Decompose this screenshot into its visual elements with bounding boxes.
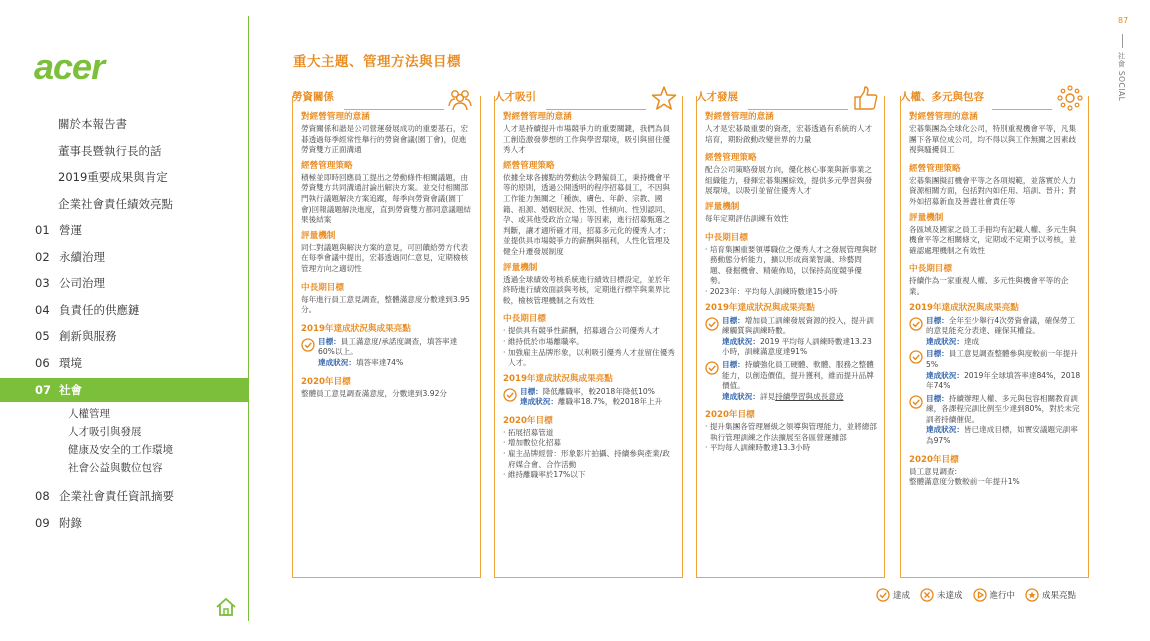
section-text: 宏碁集團為全球化公司，特別重視機會平等，凡集團下各單位成公司，均不得以與工作無關之因素歧視與騷擾員工	[909, 124, 1077, 155]
achieved-check-icon	[705, 361, 719, 375]
toc-item-appendix[interactable]: 09 附錄	[35, 515, 82, 530]
column-title: 人才發展	[696, 91, 738, 103]
section-text: 宏碁集團擬訂機會平等之各項規範，並落實於人力資源相關方面，包括對內如任用、培訓、晉升；對外如招募新血及善盡社會責任等	[909, 175, 1077, 206]
section-text: 勞資關係和諧是公司營運發展成功的重要基石，宏碁透過每季經常性舉行的勞資會議(園丁會)，促進勞資雙方正面溝通	[301, 124, 469, 155]
section-heading: 經營管理策略	[705, 153, 757, 164]
legend-not-achieved: 未達成	[920, 588, 963, 602]
toc-nav	[0, 111, 248, 536]
toc-item-operations[interactable]: 01 營運	[35, 223, 82, 238]
toc-item-environment[interactable]: 06 環境	[35, 355, 82, 370]
column-title: 勞資關係	[292, 91, 334, 103]
report-link[interactable]: 持續學習與成長意迹	[775, 391, 844, 401]
section-heading: 2020年目標	[909, 454, 959, 465]
achieved-check-icon	[705, 317, 719, 331]
in-progress-play-icon	[973, 588, 987, 602]
column-talent-attraction	[494, 96, 683, 578]
section-label: 社會 SOCIAL	[1117, 52, 1126, 102]
toc-sub-human-rights[interactable]: 人權管理	[68, 407, 110, 420]
section-heading: 對經營管理的意涵	[909, 112, 978, 122]
column-title: 人權、多元與包容	[900, 91, 984, 103]
toc-sub-community[interactable]: 社會公益與數位包容	[68, 462, 163, 475]
achieved-check-icon	[909, 395, 923, 409]
section-heading: 中長期目標	[301, 282, 344, 293]
section-text: 同仁對議題與解決方案的意見，可回饋給勞方代表在每季會議中提出，宏碁透過同仁意見，定期檢核管理方向之適切性	[301, 242, 469, 273]
achieved-check-icon	[876, 588, 890, 602]
toc-item-achievements[interactable]: 2019重要成果與肯定	[58, 170, 168, 185]
toc-sub-health-safety[interactable]: 健康及安全的工作環境	[68, 443, 173, 456]
bullet-item: · 雇主品牌經營：形象影片拍攝、持續參與產業/政府媒合會、合作活動	[503, 449, 670, 469]
bullet-item: · 加強雇主品牌形象，以利吸引優秀人才並留住優秀人才。	[503, 347, 675, 368]
section-heading: 2020年目標	[705, 410, 755, 421]
section-text: 每年進行員工意見調查，整體滿意度分數達到3.95分。	[301, 294, 470, 315]
section-text: 各區域及國家之員工手冊均有記載人權、多元生與機會平等之相關條文，定期或不定期予以考核，並確認處理機制之有效性	[909, 224, 1077, 255]
goal-item: 目標：員工滿意度/承諾度調查，填答率達60%以上。 達成狀況：填答率達74%	[301, 337, 473, 369]
section-text: 每年定期評估訓練有效性	[705, 213, 789, 223]
section-text: 透過全球績效考核系統進行績效目標設定，並於年終時進行績效面談與考核，定期進行標竿與業界比較，檢核管理機制之有效性	[503, 274, 671, 305]
achieved-check-icon	[909, 350, 923, 364]
page-number: 87	[1118, 16, 1129, 25]
section-heading: 2019年達成狀況與成果亮點	[301, 323, 411, 334]
achieved-check-icon	[301, 338, 315, 352]
section-heading: 對經營管理的意涵	[705, 112, 774, 122]
section-text: 整體員工意見調查滿意度，分數達到3.92分	[301, 388, 447, 398]
section-heading: 評量機制	[301, 230, 336, 241]
section-text: 人才是持續提升市場競爭力的重要關鍵，我們為員工創造激發夢想的工作與學習環境，吸引與留住優秀人才	[503, 124, 671, 155]
column-human-rights-diversity	[900, 96, 1089, 578]
section-heading: 中長期目標	[705, 232, 748, 243]
bullet-item: · 提升集團各管理層級之領導與管理能力，並將總部執行管理訓練之作法擴展至各區營運據部	[705, 422, 877, 442]
section-heading: 2020年目標	[503, 415, 553, 426]
bullet-item: · 拓展招募管道	[503, 427, 554, 437]
column-talent-development	[696, 96, 885, 578]
toc-item-innovation[interactable]: 05 創新與服務	[35, 329, 117, 344]
legend-highlight: 成果亮點	[1025, 588, 1076, 602]
sidebar-divider	[248, 16, 249, 621]
section-heading: 評量機制	[503, 262, 538, 273]
section-heading: 中長期目標	[503, 314, 546, 325]
status-legend	[876, 588, 1086, 602]
section-heading: 2019年達成狀況與成果亮點	[705, 302, 815, 313]
toc-item-social-active[interactable]: 07 社會	[0, 378, 248, 402]
toc-subnav-social	[0, 404, 248, 477]
bullet-item: · 培育集團重要領導職位之優秀人才之發展管理與財務動態分析能力，擴以形成商業智識、珍藝問題、發掘機會、精確佈局，以保持高度競爭優勢。	[705, 244, 877, 286]
section-text: 持續作為一家重視人權、多元性與機會平等的企業。	[909, 276, 1069, 296]
achieved-check-icon	[503, 388, 517, 402]
toc-item-highlights[interactable]: 企業社會責任績效亮點	[58, 196, 173, 211]
goal-item: 目標：降低離職率，較2018年降低10% 達成狀況：離職率18.7%，較2018年上升	[503, 387, 675, 408]
bullet-item: · 2023年：平均每人訓練時數達15小時	[705, 286, 838, 296]
section-heading: 2020年目標	[301, 376, 351, 387]
goal-item: 目標：持續強化員工硬體、軟體、服務之整體能力，以創造價值，提升獲利，維而提升品牌價值。 達成狀況：詳見持續學習與成長意迹	[705, 360, 877, 402]
section-text: 配合公司策略發展方向，優化核心事業與新事業之組織能力，發揮宏碁集團綜效，提供多元學習與發展環境，以吸引並留住優秀人才	[705, 165, 873, 196]
highlight-star-icon	[1025, 588, 1039, 602]
section-heading: 經營管理策略	[909, 163, 961, 174]
legend-in-progress: 進行中	[973, 588, 1016, 602]
section-heading: 2019年達成狀況與成果亮點	[909, 302, 1019, 313]
section-heading: 評量機制	[909, 212, 944, 223]
legend-achieved: 達成	[876, 588, 910, 602]
bullet-item: · 維持離職率於17%以下	[503, 470, 586, 480]
acer-logo: acer	[34, 46, 105, 87]
toc-item-chairman[interactable]: 董事長暨執行長的話	[58, 143, 162, 158]
goal-item: 目標：增加員工訓練發展資源的投入，提升訓練觸質與訓練時數。 達成狀況：2019 平均每人訓練時數達13.23小時，訓練滿意度達91%	[705, 316, 877, 358]
section-heading: 經營管理策略	[301, 160, 353, 171]
goal-item: 目標：持續辦理人權、多元與包容相關教育訓練，各課程完訓比例至少達到80%，對於未完訓者持續催促。 達成狀況：皆已達成目標，如實安議題完訓率為97%	[909, 394, 1081, 447]
section-text: 員工意見調查:	[909, 466, 958, 476]
bullet-item: · 增加數位化招募	[503, 438, 561, 448]
bullet-item: · 提供具有競爭性薪酬，招募適合公司優秀人才	[503, 326, 660, 336]
toc-item-about[interactable]: 關於本報告書	[58, 117, 127, 132]
section-heading: 2019年達成狀況與成果亮點	[503, 373, 613, 384]
bullet-item: · 平均每人訓練時數達13.3小時	[705, 443, 811, 453]
not-achieved-x-icon	[920, 588, 934, 602]
section-text: 積極並即時回應員工提出之勞動條件相關議題，由勞資雙方共同溝通討論出解決方案。並交付相關部門執行議題解決方案追蹤，每季向勞資會議(園丁會)回報議題解決進度，直到勞資雙方都同意議題結果後結案	[301, 172, 472, 225]
section-text: 依據全球各據點的勞動法令聘僱員工，秉持機會平等的原則，透過公開透明的程序招募員工，不因與工作能力無關之「種族、膚色、年齡、宗教、國籍、祖源、婚姻狀況、性別、性傾向、性別認同、孕、或其他受政治立場」等因素，進行招募甄選之判斷，讓才適所確才用，招募多元化的優秀人才；並提供具市場競爭力的薪酬與福利，人性化管理及健全升遷發展制度	[503, 172, 671, 256]
section-heading: 對經營管理的意涵	[301, 112, 370, 122]
section-heading: 評量機制	[705, 201, 740, 212]
home-icon[interactable]	[215, 596, 237, 618]
section-heading: 對經營管理的意涵	[503, 112, 572, 122]
toc-item-supply-chain[interactable]: 04 負責任的供應鏈	[35, 302, 140, 317]
section-heading: 經營管理策略	[503, 160, 555, 171]
column-title: 人才吸引	[494, 91, 536, 103]
bullet-item: · 維持低於市場離職率。	[503, 336, 584, 346]
goal-item: 目標：全年至少舉行4次勞資會議，確保勞工的意見能充分表達、確保其權益。 達成狀況：達成	[909, 316, 1081, 348]
section-text: 人才是宏碁最重要的資產，宏碁透過有系統的人才培育，期盼啟動改變世界的力量	[705, 124, 873, 144]
toc-item-csr-summary[interactable]: 08 企業社會責任資訊摘要	[35, 489, 174, 503]
toc-item-corporate-governance[interactable]: 03 公司治理	[35, 276, 105, 291]
page-rail	[1112, 12, 1142, 132]
section-text: 整體滿意度分數較前一年提升1%	[909, 477, 1020, 487]
goal-item: 目標：員工意見調查整體參與度較前一年提升5% 達成狀況：2019年全球填答率達84%，2018年74%	[909, 349, 1081, 391]
toc-item-governance[interactable]: 02 永續治理	[35, 249, 105, 264]
sidebar	[0, 0, 250, 641]
page-title: 重大主題、管理方法與目標	[293, 54, 461, 70]
column-labor-relations	[292, 96, 481, 578]
rail-divider	[1122, 34, 1123, 48]
achieved-check-icon	[909, 317, 923, 331]
section-heading: 中長期目標	[909, 264, 952, 275]
toc-sub-talent[interactable]: 人才吸引與發展	[68, 425, 142, 438]
